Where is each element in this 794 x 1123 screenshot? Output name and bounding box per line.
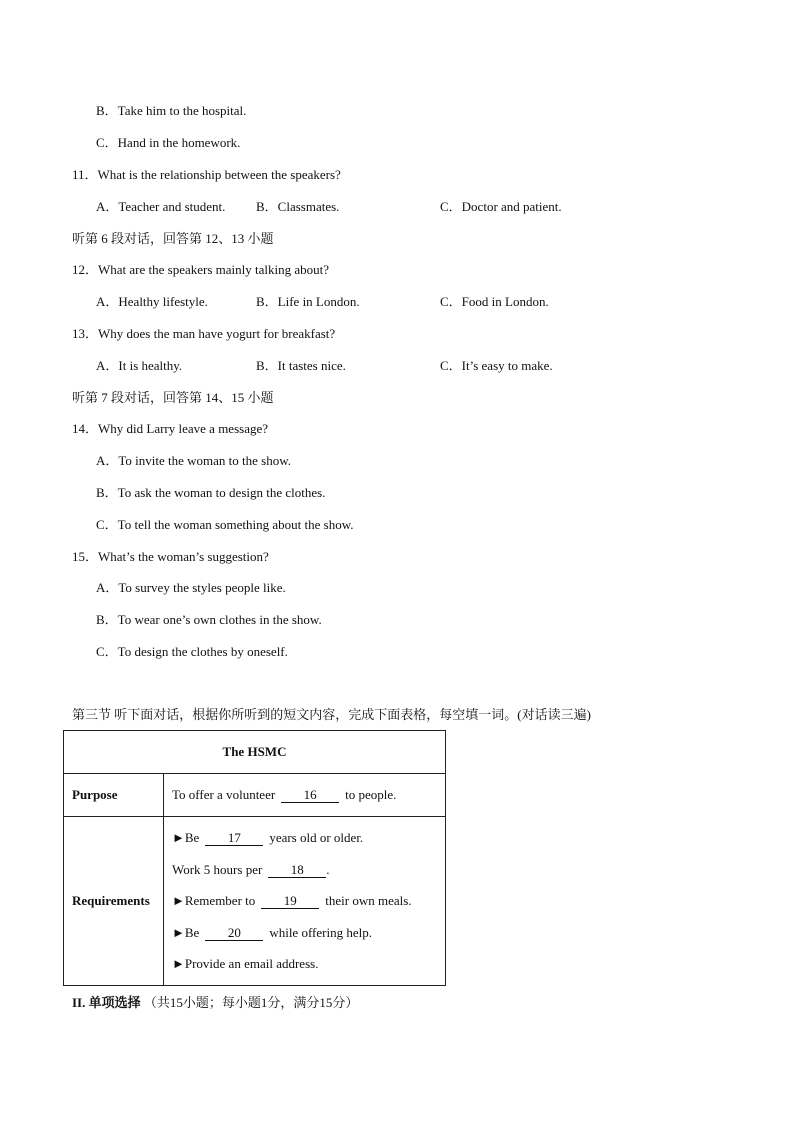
- q14-stem: 14．Why did Larry leave a message?: [72, 421, 269, 436]
- purpose-text-post: to people.: [345, 787, 397, 802]
- req2-pre: Work 5 hours per: [172, 861, 263, 877]
- purpose-label: Purpose: [64, 774, 164, 817]
- req1-post: years old or older.: [269, 830, 364, 845]
- section-3-instruction: 第三节 听下面对话，根据你所听到的短文内容，完成下面表格，每空填一词。(对话读三遍): [72, 707, 591, 722]
- dialog-7-instruction: 听第 7 段对话，回答第 14、15 小题: [72, 390, 274, 405]
- q14-option-c: C．To tell the woman something about the show.: [96, 517, 354, 532]
- q11-option-c: C．Doctor and patient.: [440, 199, 562, 214]
- req3-post: their own meals.: [325, 893, 412, 909]
- q13-option-c: C．It’s easy to make.: [440, 358, 553, 373]
- q12-option-a: A．Healthy lifestyle.: [96, 294, 208, 309]
- q15-stem: 15．What’s the woman’s suggestion?: [72, 549, 269, 564]
- req4-post: while offering help.: [269, 924, 372, 940]
- q12-option-c: C．Food in London.: [440, 294, 549, 309]
- q10-option-c: C．Hand in the homework.: [96, 135, 241, 150]
- part-2-title: 单项选择: [88, 995, 141, 1010]
- q14-option-a: A．To invite the woman to the show.: [96, 453, 292, 468]
- purpose-cell: [164, 774, 446, 817]
- blank-16[interactable]: 16: [281, 788, 339, 803]
- q11-option-a: A．Teacher and student.: [96, 199, 226, 214]
- blank-17[interactable]: 17: [205, 831, 263, 846]
- req4-pre: ►Be: [172, 924, 200, 940]
- q15-option-b: B．To wear one’s own clothes in the show.: [96, 612, 322, 627]
- part-2-note: （共15小题；每小题1分，满分15分）: [143, 995, 359, 1010]
- req2-post: .: [326, 861, 330, 877]
- table-title: The HSMC: [64, 731, 446, 774]
- blank-18[interactable]: 18: [268, 863, 326, 878]
- purpose-text-pre: To offer a volunteer: [172, 787, 276, 802]
- q13-stem: 13．Why does the man have yogurt for breakfast?: [72, 326, 336, 341]
- req1-pre: ►Be: [172, 830, 200, 845]
- q11-stem: 11．What is the relationship between the speakers?: [72, 167, 341, 182]
- requirements-cell: [164, 817, 446, 986]
- requirement-5: ►Provide an email address.: [172, 956, 319, 972]
- hsmc-table: [63, 730, 446, 986]
- requirement-4: [172, 917, 437, 949]
- blank-19[interactable]: 19: [261, 894, 319, 909]
- requirements-label-text: Requirements: [72, 893, 150, 909]
- requirement-3: [172, 885, 437, 917]
- q12-stem: 12．What are the speakers mainly talking about?: [72, 262, 330, 277]
- q13-option-b: B．It tastes nice.: [256, 358, 346, 373]
- q15-option-a: A．To survey the styles people like.: [96, 580, 286, 595]
- requirements-label: [64, 817, 164, 986]
- part-2-heading: [72, 995, 358, 1011]
- q12-option-b: B．Life in London.: [256, 294, 360, 309]
- q10-option-b: B．Take him to the hospital.: [96, 103, 247, 118]
- q11-option-b: B．Classmates.: [256, 199, 340, 214]
- requirement-2: [172, 854, 437, 886]
- requirement-1: [172, 822, 437, 854]
- q15-option-c: C．To design the clothes by oneself.: [96, 644, 288, 659]
- blank-20[interactable]: 20: [205, 926, 263, 941]
- dialog-6-instruction: 听第 6 段对话，回答第 12、13 小题: [72, 231, 274, 246]
- q14-option-b: B．To ask the woman to design the clothes.: [96, 485, 326, 500]
- q13-option-a: A．It is healthy.: [96, 358, 183, 373]
- part-2-number: II.: [72, 995, 86, 1010]
- req3-pre: ►Remember to: [172, 893, 256, 909]
